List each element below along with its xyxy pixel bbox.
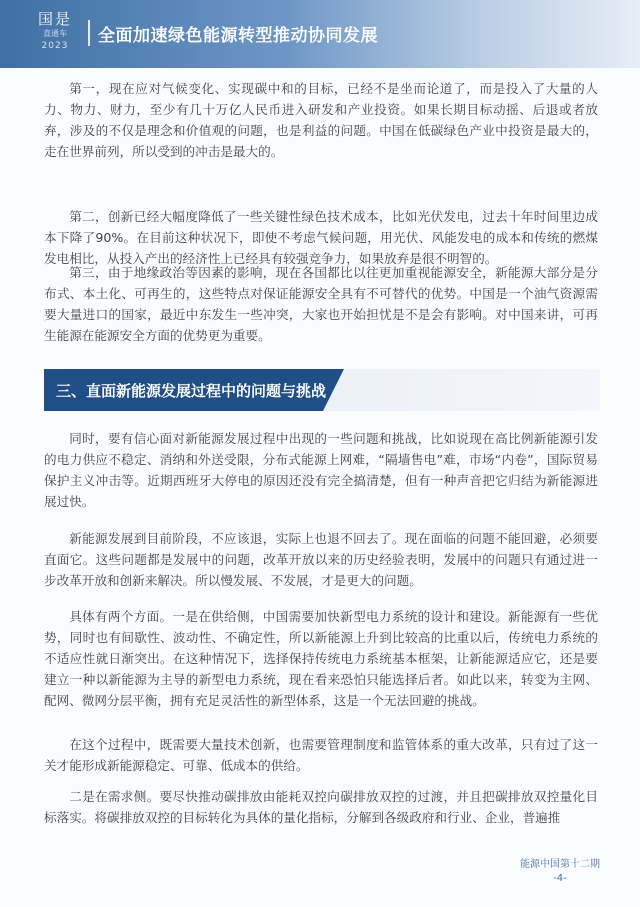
paragraph-1: 第一，现在应对气候变化、实现碳中和的目标，已经不是坐而论道了，而是投入了大量的人力、物力、财力，至少有几十万亿人民币进入研发和产业投资。如果长期目标动摇、后退或者放弃，涉及的不仅是理念和价值观的问题，也是利益的问题。中国在低碳绿色产业中投资是最大的，走在世界前列，所以受到的冲击是最大的。 (44, 81, 598, 159)
paragraph-6: 具体有两个方面。一是在供给侧，中国需要加快新型电力系统的设计和建设。新能源有一些优势，同时也有间歇性、波动性、不确定性，所以新能源上升到比较高的比重以后，传统电力系统的不适应性就日渐突出。在这种情况下，选择保持传统电力系统基本框架，让新能源适应它，还是要建立一种以新能源为主导的新型电力系统，现在看来恐怕只能选择后者。如此以来，转变为主网、配网、微网分层平衡，拥有充足灵活性的新型体系，这是一个无法回避的挑战。 (44, 609, 598, 708)
publication-logo (30, 6, 80, 62)
page-number: -4- (553, 873, 567, 884)
paragraph-8: 二是在需求侧。要尽快推动碳排放由能耗双控向碳排放双控的过渡，并且把碳排放双控量化目标落实。将碳排放双控的目标转化为具体的量化指标，分解到各级政府和行业、企业，普遍推 (44, 789, 598, 825)
section-heading-text: 三、直面新能源发展过程中的问题与挑战 (56, 382, 327, 400)
logo-subtitle: 直通车 (43, 29, 67, 38)
issue-label: 能源中国第十二期 (520, 859, 600, 870)
paragraph-7: 在这个过程中，既需要大量技术创新，也需要管理制度和监管体系的重大改革，只有过了这一关才能形成新能源稳定、可靠、低成本的供给。 (44, 737, 598, 773)
header-banner (0, 0, 640, 68)
logo-text: 国是 (37, 10, 72, 28)
paragraph-3: 第三，由于地缘政治等因素的影响，现在各国都比以往更加重视能源安全，新能源大部分是分布式、本土化、可再生的，这些特点对保证能源安全具有不可替代的优势。中国是一个油气资源需要大量进口的国家，最近中东发生一些冲突，大家也开始担忧是不是会有影响。对中国来讲，可再生能源在能源安全方面的优势更为重要。 (44, 265, 598, 343)
paragraph-4: 同时，要有信心面对新能源发展过程中出现的一些问题和挑战，比如说现在高比例新能源引发的电力供应不稳定、消纳和外送受限，分布式能源上网难，“隔墙售电”难，市场“内卷”，国际贸易保护主义冲击等。近期西班牙大停电的原因还没有完全搞清楚，但有一种声音把它归结为新能源进展过快。 (44, 431, 598, 509)
page-title: 全面加速绿色能源转型推动协同发展 (98, 26, 378, 46)
title-divider (88, 20, 90, 46)
page-footer (520, 858, 600, 886)
section-heading (44, 369, 600, 411)
paragraph-2: 第二，创新已经大幅度降低了一些关键性绿色技术成本，比如光伏发电，过去十年时间里边成本下降了90%。在目前这种状况下，即使不考虑气候问题，用光伏、风能发电的成本和传统的燃煤发电相比，从投入产出的经济性上已经具有较强竞争力，如果放弃是很不明智的。 (44, 209, 598, 266)
logo-year: 2023 (41, 41, 69, 51)
paragraph-5: 新能源发展到目前阶段，不应该退，实际上也退不回去了。现在面临的问题不能回避，必须要直面它。这些问题都是发展中的问题，改革开放以来的历史经验表明，发展中的问题只有通过进一步改革开放和创新来解决。所以慢发展、不发展，才是更大的问题。 (44, 531, 598, 588)
